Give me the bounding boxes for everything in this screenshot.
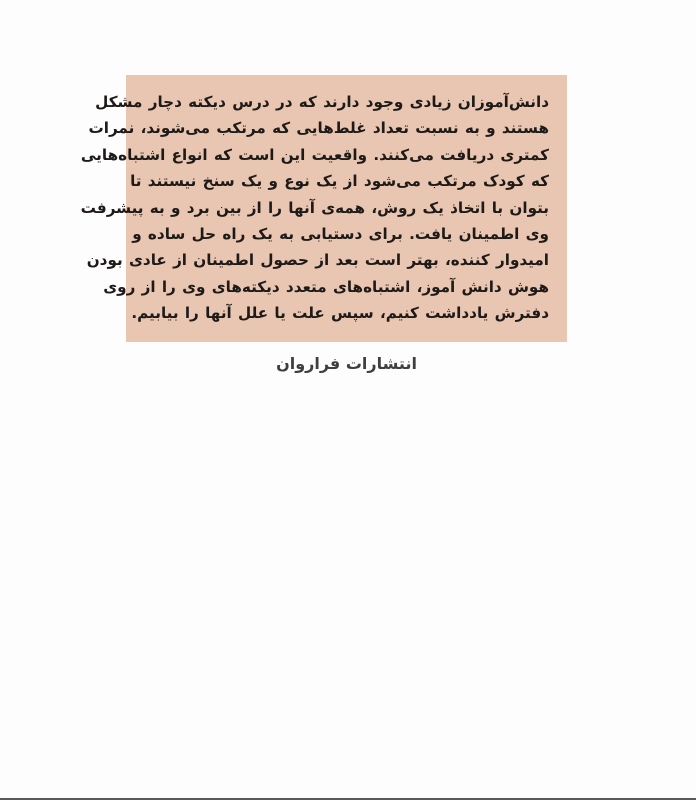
blurb-line: که کودک مرتکب می‌شود از یک نوع و یک سنخ نیستند تا (130, 172, 549, 191)
blurb-line: هوش دانش آموز، اشتباه‌های متعدد دیکته‌های وی را از روی (103, 277, 549, 296)
blurb-line: امیدوار کننده، بهتر است بعد از حصول اطمینان از عادی بودن (86, 251, 549, 270)
blurb-line: کمتری دریافت می‌کنند. واقعیت این است که انواع اشتباه‌هایی (80, 145, 549, 164)
blurb-line: دانش‌آموزان زیادی وجود دارند که در درس دیکته دچار مشکل (95, 93, 549, 111)
blurb-line: بتوان با اتخاذ یک روش، همه‌ی آنها را از بین برد و به پیشرفت (80, 198, 549, 217)
blurb-line: هستند و به نسبت تعداد غلط‌هایی که مرتکب می‌شوند، نمرات (88, 119, 549, 138)
blurb-line: دفترش یادداشت کنیم، سپس علت یا علل آنها را بیابیم. (131, 304, 549, 323)
blurb-paragraph (80, 89, 549, 327)
blurb-line: وی اطمینان یافت. برای دستیابی به یک راه حل ساده و (132, 225, 549, 244)
publisher-name: انتشارات فراروان (276, 354, 417, 373)
blurb-box (80, 75, 567, 342)
